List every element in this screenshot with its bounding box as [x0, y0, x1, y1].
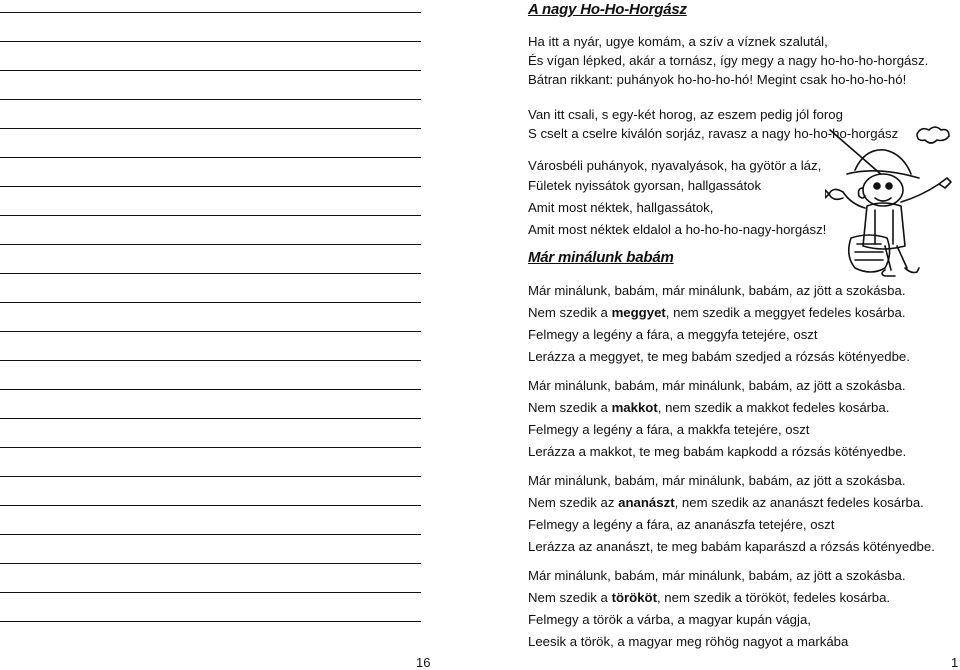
lyric-line: Felmegy a legény a fára, az ananászfa tetejére, oszt [528, 517, 835, 532]
lyric-line: Van itt csali, s egy-két horog, az eszem pedig jól forog [528, 107, 843, 122]
lyric-line: S cselt a cselre kiválón sorjáz, ravasz a nagy ho-ho-ho-horgász [528, 126, 899, 141]
writing-line [0, 476, 421, 477]
lyric-line: Már minálunk, babám, már minálunk, babám, az jött a szokásba. [528, 378, 906, 393]
lyric-line: Nem szedik a makkot, nem szedik a makkot fedeles kosárba. [528, 400, 890, 415]
writing-line [0, 302, 421, 303]
writing-line [0, 41, 421, 42]
writing-line [0, 389, 421, 390]
lyric-line: Felmegy a legény a fára, a meggyfa tetejére, oszt [528, 327, 818, 342]
lyric-line: Felmegy a török a várba, a magyar kupán vágja, [528, 612, 811, 627]
writing-line [0, 186, 421, 187]
lyric-line: Fületek nyissátok gyorsan, hallgassátok [528, 178, 762, 193]
lyric-line: És vígan lépked, akár a tornász, így megy a nagy ho-ho-ho-horgász. [528, 53, 929, 68]
page-number-right: 1 [951, 655, 959, 670]
writing-line [0, 534, 421, 535]
lyric-line: Amit most néktek eldalol a ho-ho-ho-nagy-horgász! [528, 222, 827, 237]
writing-line [0, 418, 421, 419]
writing-line [0, 621, 421, 622]
writing-line [0, 592, 421, 593]
lyric-line: Már minálunk, babám, már minálunk, babám, az jött a szokásba. [528, 568, 906, 583]
writing-line [0, 505, 421, 506]
page-number-left: 16 [416, 655, 431, 670]
lyric-line: Lerázza a makkot, te meg babám kapkodd a rózsás kötényedbe. [528, 444, 907, 459]
lyric-line: Nem szedik a törököt, nem szedik a törököt, fedeles kosárba. [528, 590, 891, 605]
left-page [0, 0, 431, 670]
writing-line [0, 331, 421, 332]
writing-line [0, 12, 421, 13]
right-page [528, 0, 959, 670]
writing-line [0, 563, 421, 564]
lyric-line: Bátran rikkant: puhányok ho-ho-ho-hó! Megint csak ho-ho-ho-hó! [528, 72, 907, 87]
fisherman-cartoon-icon [825, 118, 960, 283]
lyric-line: Lerázza az ananászt, te meg babám kaparászd a rózsás kötényedbe. [528, 539, 935, 554]
writing-line [0, 244, 421, 245]
writing-line [0, 360, 421, 361]
song-title: A nagy Ho-Ho-Horgász [528, 1, 687, 18]
writing-line [0, 447, 421, 448]
lyric-line: Városbéli puhányok, nyavalyások, ha gyötör a láz, [528, 158, 822, 173]
lyric-line: Amit most néktek, hallgassátok, [528, 200, 714, 215]
writing-line [0, 157, 421, 158]
highlighted-word: makkot [611, 400, 658, 415]
lyric-line: Már minálunk, babám, már minálunk, babám, az jött a szokásba. [528, 283, 906, 298]
highlighted-word: ananászt [618, 495, 675, 510]
lyric-line: Nem szedik az ananászt, nem szedik az ananászt fedeles kosárba. [528, 495, 924, 510]
lyric-line: Lerázza a meggyet, te meg babám szedjed a rózsás kötényedbe. [528, 349, 910, 364]
highlighted-word: törököt [611, 590, 657, 605]
lyric-line: Felmegy a legény a fára, a makkfa tetejére, oszt [528, 422, 810, 437]
lyric-line: Már minálunk, babám, már minálunk, babám, az jött a szokásba. [528, 473, 906, 488]
writing-line [0, 70, 421, 71]
song-title: Már minálunk babám [528, 249, 674, 266]
writing-line [0, 273, 421, 274]
lyric-line: Ha itt a nyár, ugye komám, a szív a víznek szalutál, [528, 34, 828, 49]
highlighted-word: meggyet [611, 305, 666, 320]
writing-line [0, 128, 421, 129]
writing-line [0, 215, 421, 216]
writing-line [0, 99, 421, 100]
lyric-line: Leesik a török, a magyar meg röhög nagyot a markába [528, 634, 849, 649]
lyric-line: Nem szedik a meggyet, nem szedik a meggyet fedeles kosárba. [528, 305, 906, 320]
